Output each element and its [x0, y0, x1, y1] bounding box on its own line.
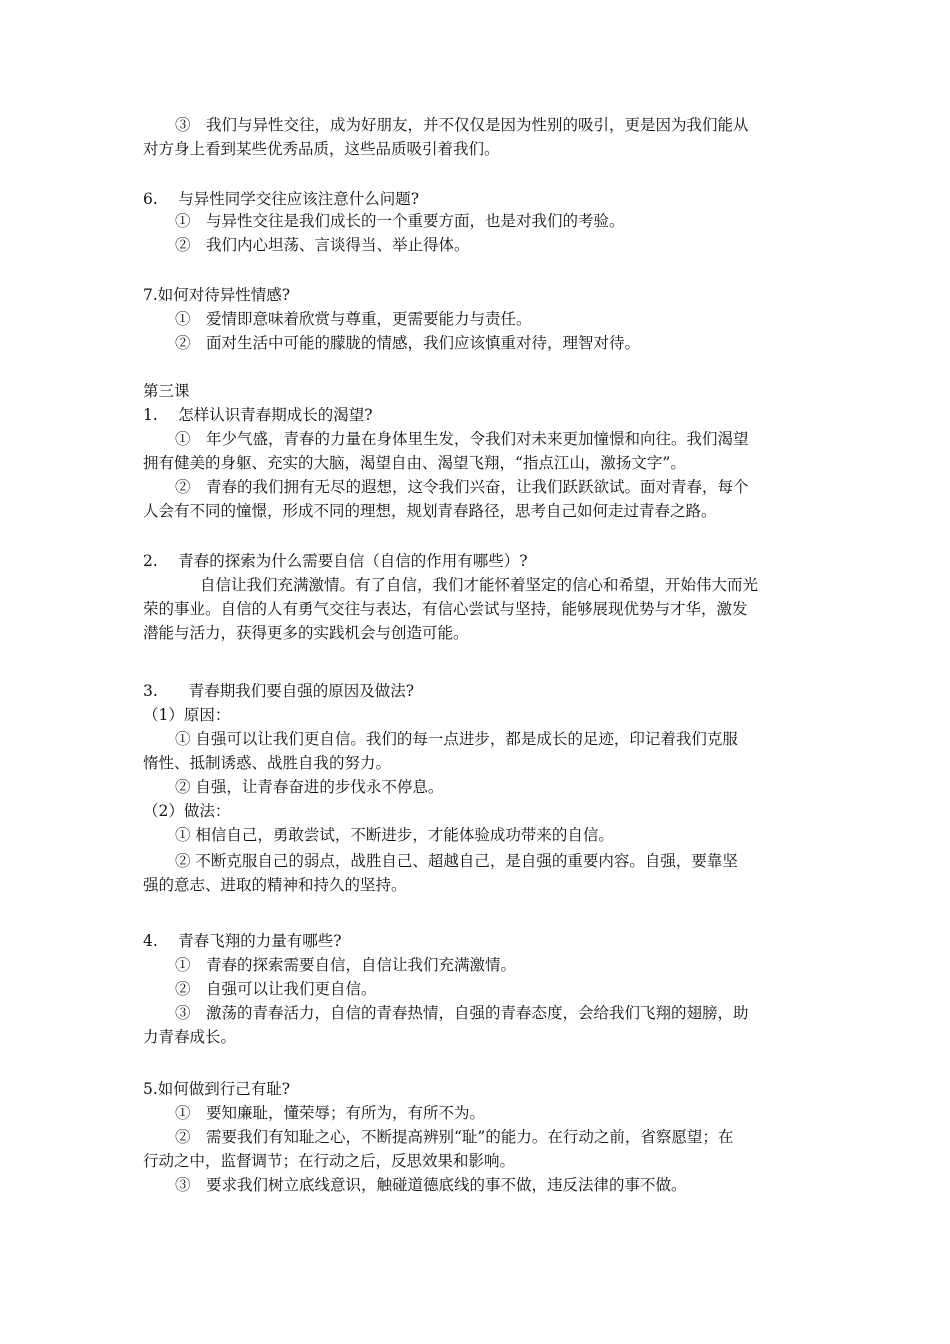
question-heading: 2. 青春的探索为什么需要自信（自信的作用有哪些）?: [143, 552, 528, 570]
question-heading: 6. 与异性同学交往应该注意什么问题?: [143, 190, 420, 208]
text-line: 惰性、抵制诱惑、战胜自我的努力。: [143, 754, 392, 772]
text-line: ② 不断克服自己的弱点，战胜自己、超越自己，是自强的重要内容。自强，要靠坚: [175, 852, 738, 870]
text-line: 拥有健美的身躯、充实的大脑，渴望自由、渴望飞翔，“指点江山，激扬文字”。: [143, 454, 686, 472]
question-heading: 3. 青春期我们要自强的原因及做法?: [143, 682, 415, 700]
text-line: ① 青春的探索需要自信，自信让我们充满激情。: [175, 956, 517, 974]
subheading: （2）做法：: [143, 802, 231, 820]
text-line: ③ 激荡的青春活力，自信的青春热情，自强的青春态度，会给我们飞翔的翅膀，助: [175, 1004, 749, 1022]
text-line: 潜能与活力，获得更多的实践机会与创造可能。: [143, 624, 469, 642]
text-line: 力青春成长。: [143, 1028, 237, 1046]
text-line: ② 需要我们有知耻之心，不断提高辨别“耻”的能力。在行动之前，省察愿望；在: [175, 1128, 734, 1146]
question-heading: 1. 怎样认识青春期成长的渴望?: [143, 406, 373, 424]
text-line: ② 我们内心坦荡、言谈得当、举止得体。: [175, 236, 470, 254]
text-line: 人会有不同的憧憬，形成不同的理想，规划青春路径，思考自己如何走过青春之路。: [143, 502, 717, 520]
text-line: ① 年少气盛，青春的力量在身体里生发，令我们对未来更加憧憬和向往。我们渴望: [175, 430, 749, 448]
text-line: 行动之中，监督调节；在行动之后，反思效果和影响。: [143, 1152, 516, 1170]
text-line: 荣的事业。自信的人有勇气交往与表达，有信心尝试与坚持，能够展现优势与才华，激发: [143, 600, 748, 618]
text-line: ① 要知廉耻，懂荣辱；有所为，有所不为。: [175, 1104, 486, 1122]
text-line: ③ 我们与异性交往，成为好朋友，并不仅仅是因为性别的吸引，更是因为我们能从: [175, 116, 749, 134]
text-line: ① 相信自己，勇敢尝试，不断进步，才能体验成功带来的自信。: [175, 826, 614, 844]
text-line: ① 自强可以让我们更自信。我们的每一点进步，都是成长的足迹，印记着我们克服: [175, 730, 738, 748]
text-line: ① 爱情即意味着欣赏与尊重，更需要能力与责任。: [175, 310, 532, 328]
text-line: ② 青春的我们拥有无尽的遐想，这令我们兴奋，让我们跃跃欲试。面对青春，每个: [175, 478, 749, 496]
text-line: 强的意志、进取的精神和持久的坚持。: [143, 876, 407, 894]
text-line: ② 自强，让青春奋进的步伐永不停息。: [175, 778, 444, 796]
question-heading: 4. 青春飞翔的力量有哪些?: [143, 932, 342, 950]
text-line: ② 自强可以让我们更自信。: [175, 980, 377, 998]
question-heading: 7.如何对待异性情感?: [143, 286, 291, 304]
lesson-heading: 第三课: [143, 382, 190, 400]
text-line: 对方身上看到某些优秀品质，这些品质吸引着我们。: [143, 140, 500, 158]
subheading: （1）原因：: [143, 706, 231, 724]
text-line: ① 与异性交往是我们成长的一个重要方面，也是对我们的考验。: [175, 212, 625, 230]
text-line: ③ 要求我们树立底线意识，触碰道德底线的事不做，违反法律的事不做。: [175, 1176, 687, 1194]
text-line: ② 面对生活中可能的朦胧的情感，我们应该慎重对待，理智对待。: [175, 334, 641, 352]
question-heading: 5.如何做到行己有耻?: [143, 1080, 291, 1098]
text-line: 自信让我们充满激情。有了自信，我们才能怀着坚定的信心和希望，开始伟大而光: [200, 576, 759, 594]
